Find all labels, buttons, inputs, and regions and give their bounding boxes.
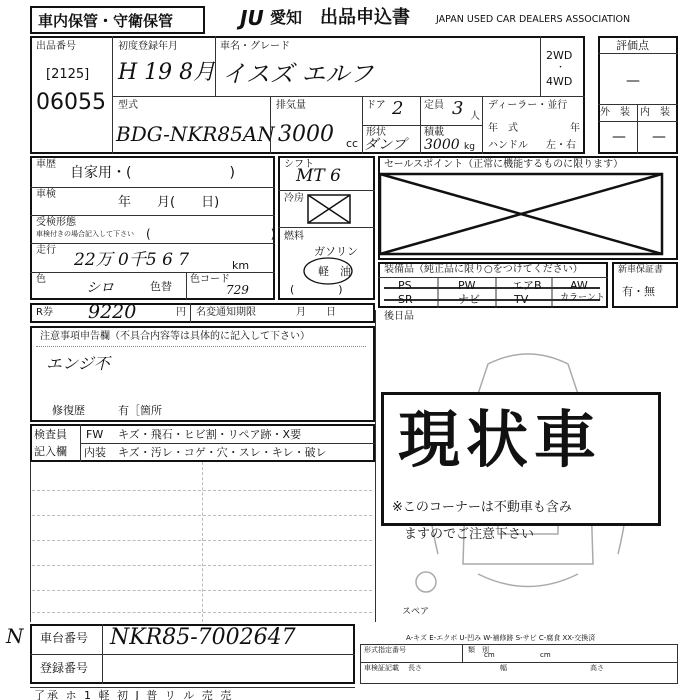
lot-number-label: 出品番号: [36, 41, 76, 52]
drive-4wd: 4WD: [546, 75, 573, 88]
width-label: 幅: [500, 664, 507, 672]
recycle-label: R券: [36, 307, 53, 318]
equip-aw: AW: [570, 279, 588, 292]
recycle-value: 9220: [88, 301, 137, 323]
inspection-value: 年 月( 日): [118, 195, 220, 210]
storage-type-box: [30, 6, 205, 34]
displacement-unit: cc: [346, 137, 359, 150]
inspector-int-items: キズ・汚レ・コゲ・穴・スレ・キレ・破レ: [118, 446, 327, 459]
chassis-label: 車台番号: [40, 631, 89, 645]
bottom-row: 了承 ホ 1 軽 初 J 普 リ ル 売 売: [34, 689, 234, 700]
as-is-stamp: [381, 392, 661, 526]
consignment-value: ( ): [146, 227, 276, 241]
equip-ps: PS: [398, 279, 412, 292]
inspector-int-label: 内装: [84, 446, 106, 459]
reg-number-label: 登録番号: [40, 661, 89, 675]
chassis-value: NKR85-7002647: [110, 625, 296, 650]
exterior-value: —: [612, 129, 626, 145]
color-code-label: 色コード: [190, 274, 230, 285]
sales-point-label: セールスポイント（正常に機能するものに限ります）: [384, 159, 624, 170]
handle-value: 左・右: [546, 140, 576, 151]
inspector-fw-label: FW: [86, 428, 104, 441]
equip-navi: ナビ: [458, 293, 480, 306]
equip-airbag: エアB: [512, 279, 542, 292]
mileage-value: 22万 0千5 6 7: [74, 250, 190, 270]
repair-value: 有［箇所: [118, 404, 162, 417]
notes-label: 注意事項申告欄（不具合内容等は具体的に記入して下さい）: [40, 331, 310, 342]
sheet-title: 出品申込書: [320, 7, 410, 28]
color-label: 色: [36, 274, 46, 285]
as-is-note-1: ※このコーナーは不動車も含み: [392, 500, 572, 515]
displacement-value: 3000: [278, 122, 334, 147]
width-unit: cm: [540, 651, 551, 659]
model-label: 型式: [118, 100, 138, 111]
load-unit: kg: [464, 142, 475, 152]
length-label: 長さ: [408, 664, 422, 672]
ac-label: 冷房: [284, 193, 304, 204]
load-label: 積載: [424, 127, 444, 138]
color-value: シロ: [86, 280, 114, 296]
mileage-label: 走行: [36, 245, 56, 256]
margin-mark: N: [6, 624, 24, 648]
shift-label: シフト: [284, 159, 314, 170]
as-is-note-2: ますのでご注意下さい: [404, 527, 535, 542]
lot-number: 06055: [36, 90, 106, 115]
after-fit-label: 後日品: [384, 311, 414, 322]
load-value: 3000: [424, 137, 460, 153]
length-unit: cm: [484, 651, 495, 659]
capacity-label: 定員: [424, 100, 444, 111]
brand-name: 愛知: [270, 8, 303, 27]
displacement-label: 排気量: [276, 100, 306, 111]
doors-value: 2: [392, 98, 404, 119]
color-change-label: 色替: [150, 280, 172, 293]
equipment-strikeouts: [378, 277, 608, 308]
equip-pw: PW: [458, 279, 476, 292]
new-warranty-value: 有・無: [622, 285, 655, 298]
model-value: BDG-NKR85AN: [116, 122, 275, 146]
capacity-value: 3: [452, 98, 464, 119]
capacity-unit: 人: [470, 111, 480, 122]
fuel-other: ( ): [290, 283, 343, 296]
drive-dot: ・: [556, 63, 566, 73]
height-label: 高さ: [590, 664, 604, 672]
consignment-label: 受検形態: [36, 217, 76, 228]
interior-value: —: [652, 129, 666, 145]
equip-color: カラーント: [560, 293, 605, 303]
ju-logo: JU: [240, 6, 264, 30]
color-code-value: 729: [226, 283, 249, 297]
car-name-value: イスズ エルフ: [222, 60, 374, 88]
damage-legend: A-キズ E-エクボ U-凹み W-補修跡 S-サビ C-腐食 XX-交換済: [406, 634, 596, 642]
car-name-label: 車名・グレード: [220, 41, 290, 52]
consignment-note: 車検付きの場合記入して下さい: [36, 230, 134, 238]
shape-label: 形状: [366, 127, 386, 138]
category-label: 類 別: [468, 646, 489, 654]
vehicle-cert-label: 車検証記載: [364, 664, 399, 672]
name-change-label: 名変通知期限: [196, 307, 256, 318]
history-value: 自家用・( ): [70, 165, 235, 181]
handle-label: ハンドル: [488, 140, 528, 151]
equip-tv: TV: [514, 293, 529, 306]
drive-2wd: 2WD: [546, 49, 573, 62]
grade-value: —: [626, 73, 640, 89]
inspector-label-1: 検査員: [34, 428, 67, 441]
repair-label: 修復歴: [52, 404, 85, 417]
inspector-label-2: 記入欄: [34, 445, 67, 458]
fuel-diesel: 軽 油: [318, 265, 351, 278]
interior-label: 内 装: [640, 107, 670, 118]
inspector-fw-items: キズ・飛石・ヒビ割・リペア跡・X要: [118, 428, 302, 441]
fuel-label: 燃料: [284, 231, 304, 242]
sales-point-crossed: [378, 172, 678, 260]
association-name: JAPAN USED CAR DEALERS ASSOCIATION: [436, 14, 631, 25]
equipment-label: 装備品（純正品に限り○をつけてください）: [384, 264, 583, 275]
exterior-label: 外 装: [600, 107, 630, 118]
shift-value: MT 6: [296, 166, 341, 186]
shape-value: ダンプ: [364, 137, 407, 153]
dealer-label: ディーラー・並行: [488, 100, 568, 111]
equip-sr: SR: [398, 293, 413, 306]
notes-value: エンジ不: [46, 354, 110, 373]
recycle-unit: 円: [176, 307, 186, 318]
new-warranty-label: 新車保証書: [618, 265, 664, 275]
diesel-circle: [302, 256, 354, 286]
model-cert-label: 形式指定番号: [364, 646, 406, 654]
fuel-gasoline: ガソリン: [314, 245, 358, 258]
inspection-label: 車検: [36, 189, 56, 200]
storage-type-title: 車内保管・守衛保管: [38, 12, 174, 30]
spare-label: スペア: [402, 607, 430, 617]
lot-sub-number: [2125]: [46, 67, 90, 82]
grade-label: 評価点: [616, 39, 649, 52]
registration-label: 初度登録年月: [118, 41, 178, 52]
year-unit: 年: [570, 123, 580, 134]
as-is-title: 現状車: [398, 403, 603, 476]
history-label: 車歴: [36, 159, 56, 170]
year-label: 年 式: [488, 123, 518, 134]
doors-label: ドア: [366, 100, 386, 111]
name-change-value: 月 日: [296, 307, 336, 318]
mileage-unit: km: [232, 259, 250, 272]
ac-crossed-box: [307, 194, 351, 224]
registration-value: H 19 8月: [118, 60, 216, 85]
